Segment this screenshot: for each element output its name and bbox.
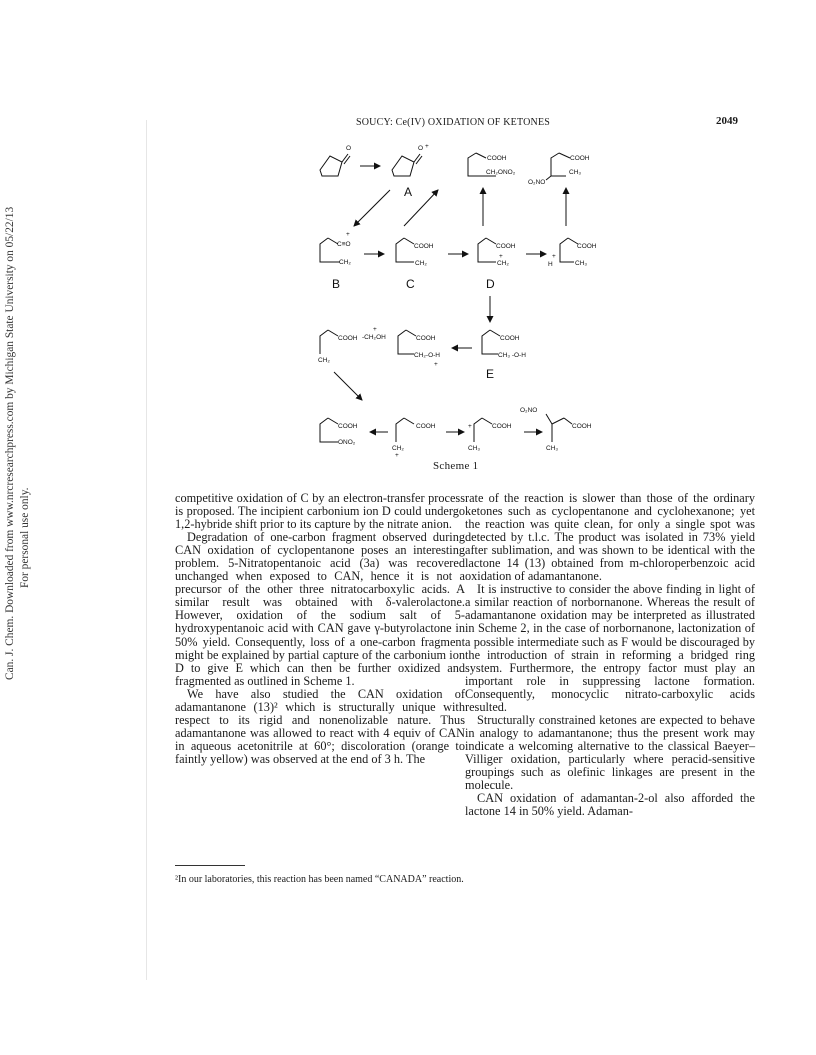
reaction-arrow (334, 372, 362, 400)
ch3-label: CH₃ (575, 260, 588, 267)
cooh-label: COOH (338, 335, 358, 342)
cooh-label: COOH (487, 155, 507, 162)
paragraph: Structurally constrained ketones are expected to behave in analogy to adamantanone; thus the present work may indicate a welcoming alternative to the classical Baeyer–Villiger oxidation, particularly where peracid-sensitive groupings such as olefinic linkages are present in the molecule. (465, 712, 755, 793)
intermediate-c-structure (396, 238, 434, 291)
cation-plus: + (395, 452, 399, 458)
cooh-label: COOH (338, 423, 358, 430)
ch2-label: CH₂ (318, 357, 330, 364)
butyric-fragment-structure (318, 330, 358, 364)
nitrato-acid-1-structure (468, 153, 516, 176)
o2no-label: O₂NO (528, 179, 546, 186)
carbonyl-oxygen-label: O (346, 145, 352, 152)
cation-plus: + (434, 361, 438, 368)
reaction-arrow (354, 190, 390, 226)
ch3-o-h-label: CH₃ -O-H (498, 352, 526, 359)
intermediate-b-structure (320, 231, 351, 291)
oxonium-intermediate-structure (398, 330, 440, 368)
label-c: C (406, 277, 415, 291)
ch3-label: CH₃ (546, 445, 559, 452)
ch2-label: CH₂ (339, 259, 351, 266)
primary-cation-structure (392, 418, 436, 458)
o2no-label: O₂NO (520, 407, 538, 414)
nitrato-acid-2-structure (528, 153, 590, 186)
cooh-label: COOH (500, 335, 520, 342)
paragraph: We have also studied the CAN oxidation of adamantanone (13)² which is structurally unique with respect to its rigid and nonenolizable nature. Thus adamantanone was allowed to react with 4 equiv of CAN in aqueous acetonitrile at 60°; discoloration (orange to faintly yellow) was observed at the end of 3 h. The (175, 686, 465, 766)
intermediate-a-structure (392, 143, 429, 199)
right-column (465, 492, 755, 818)
cooh-label: COOH (416, 423, 436, 430)
ch2-label: CH₂ (392, 445, 404, 452)
ch2-label: CH₂ (415, 260, 427, 267)
leaving-ch2oh-label: -CH₂OH (362, 334, 386, 341)
cation-plus: + (499, 253, 503, 260)
running-title: SOUCY: Ce(IV) OXIDATION OF KETONES (356, 117, 551, 128)
ch3-label: CH₃ (468, 445, 481, 452)
paragraph: Degradation of one-carbon fragment observed during CAN oxidation of cyclopentanone poses an interesting problem. 5-Nitratopentanoic acid (3a) was recovered unchanged when exposed to CAN, hence it is not a precursor of the other three nitratocarboxylic acids. A similar result was obtained with δ-valerolactone. However, oxidation of the sodium salt of 5-hydroxypentanoic acid with CAN gave γ-butyrolactone in 50% yield. Consequently, loss of a one-carbon fragment might be explained by partial capture of the carbonium ion D to give E which can then be further oxidized and fragmented as outlined in Scheme 1. (175, 530, 465, 688)
scheme-caption: Scheme 1 (433, 460, 479, 472)
secondary-cation-structure (548, 238, 597, 268)
nitrato-acid-3-structure (520, 407, 592, 452)
cooh-label: COOH (570, 155, 590, 162)
page-number: 2049 (716, 115, 738, 127)
ceo-label: C≡O (337, 241, 351, 248)
cation-plus: + (373, 326, 377, 333)
cation-plus: + (552, 253, 556, 260)
footnote: ²In our laboratories, this reaction has been named “CANADA” reaction. (175, 874, 464, 885)
cooh-label: COOH (492, 423, 512, 430)
ono2-label: ONO₂ (338, 439, 356, 446)
label-d: D (486, 277, 495, 291)
secondary-cation-2-structure (468, 418, 512, 452)
margin-rule (146, 120, 147, 980)
carbonyl-oxygen-label: O (418, 145, 424, 152)
nitrato-butyric-structure (320, 418, 358, 446)
footnote-rule (175, 865, 245, 866)
label-b: B (332, 277, 341, 291)
download-notice (0, 0, 30, 1055)
label-e: E (486, 367, 495, 381)
ch2-label: CH₂ (497, 260, 509, 267)
download-notice-line1: Can. J. Chem. Downloaded from www.nrcresearchpress.com by Michigan State University on 05/22/13 (4, 206, 16, 680)
cation-plus: + (425, 143, 429, 150)
paragraph: It is instructive to consider the above finding in light of a similar reaction of norbornanone. Whereas the result of adamantanone oxidation may be interpreted as illustrated in Scheme 2, in the case of norbornanone, lactonization of a possible intermediate such as F would be discouraged by the introduction of strain in reforming a bridged ring system. Furthermore, the entropy factor must play an important role in suppressing lactone formation. Consequently, monocyclic nitrato-carboxylic acids resulted. (465, 582, 755, 714)
paragraph: rate of the reaction is slower than those of the ordinary ketones such as cyclopentanone and cyclohexanone; yet the reaction was quite clean, for only a single spot was detected by t.l.c. The product was isolated in 73% yield after sublimation, and was shown to be identical with the lactone 14 (13) obtained from m-chloroperbenzoic acid oxidation of adamantanone. (465, 491, 755, 584)
cooh-label: COOH (572, 423, 592, 430)
paragraph: competitive oxidation of C by an electron-transfer process is proposed. The incipient carbonium ion D could undergo 1,2-hybride shift prior to its capture by the nitrate anion. (175, 491, 465, 532)
intermediate-d-structure (478, 238, 516, 291)
cooh-label: COOH (414, 243, 434, 250)
cooh-label: COOH (496, 243, 516, 250)
ch3-label: CH₃ (569, 169, 582, 176)
cation-plus: + (346, 231, 350, 238)
download-notice-line2: For personal use only. (19, 487, 31, 588)
cooh-label: COOH (577, 243, 597, 250)
paragraph: CAN oxidation of adamantan-2-ol also afforded the lactone 14 in 50% yield. Adaman- (465, 791, 755, 819)
scheme-1-diagram (300, 138, 610, 458)
cooh-label: COOH (416, 335, 436, 342)
cation-plus: + (468, 423, 472, 430)
label-a: A (404, 185, 413, 199)
intermediate-e-structure (482, 330, 526, 381)
cyclopentanone-structure (320, 145, 351, 176)
ch2ono2-label: CH₂ONO₂ (486, 169, 516, 176)
ch2-o-h-label: CH₂-O-H (414, 352, 440, 359)
hydrogen-label: H (548, 261, 553, 268)
left-column (175, 492, 465, 766)
